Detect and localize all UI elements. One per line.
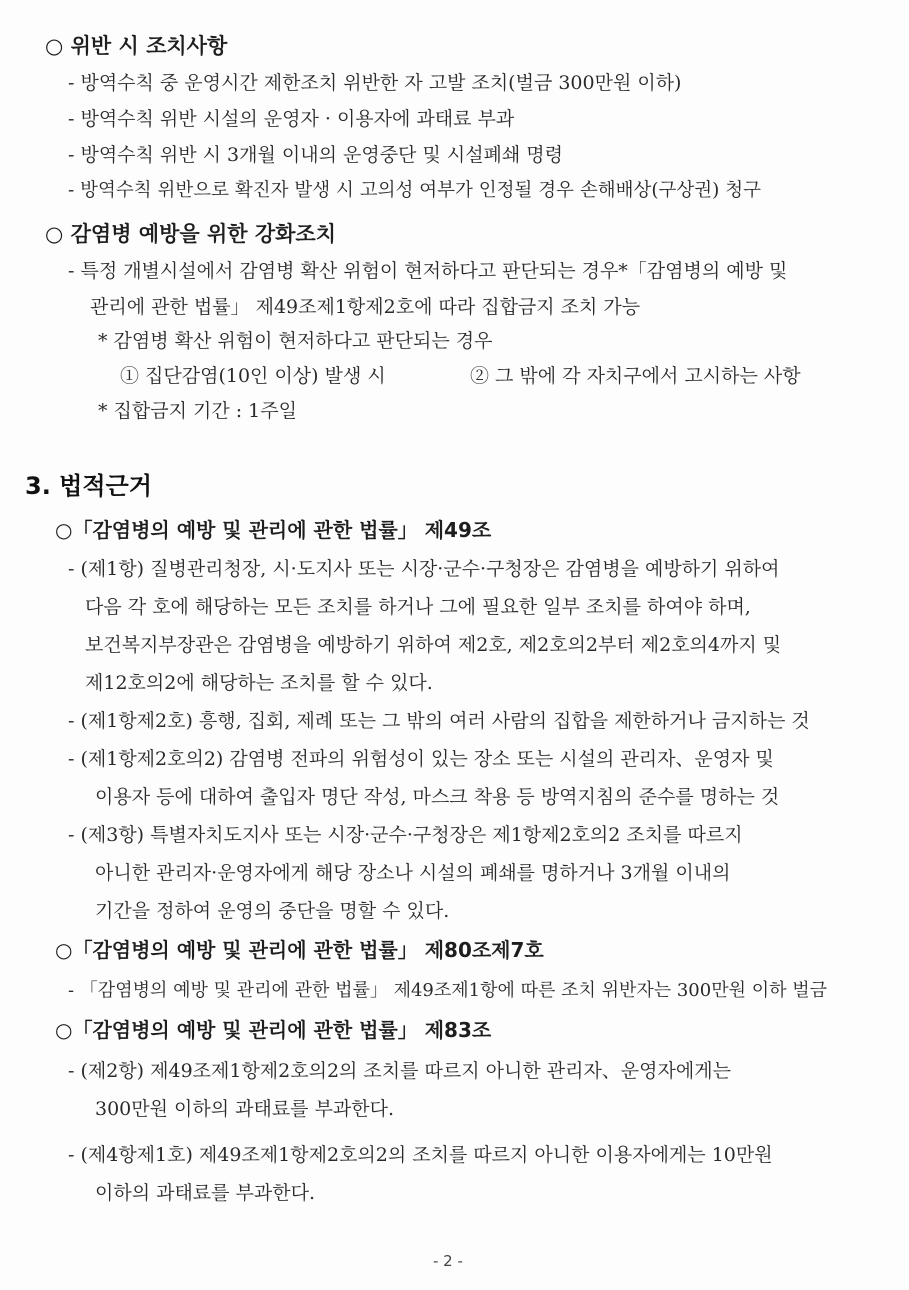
law49-p3-line1: - (제1항제2호의2) 감염병 전파의 위험성이 있는 장소 또는 시설의 관리자、운영자 및 (68, 748, 774, 770)
law49-p3-line2: 이용자 등에 대하여 출입자 명단 작성, 마스크 착용 등 방역지침의 준수를 명하는 것 (95, 786, 780, 808)
violation-item-3: - 방역수칙 위반 시 3개월 이내의 운영중단 및 시설폐쇄 명령 (68, 144, 564, 166)
law49-p1-line4: 제12호의2에 해당하는 조치를 할 수 있다. (85, 672, 433, 694)
section-title-legal-basis: 3. 법적근거 (25, 472, 152, 500)
page-number: - 2 - (433, 1252, 463, 1270)
law49-p1-line3: 보건복지부장관은 감염병을 예방하기 위하여 제2호, 제2호의2부터 제2호의4까지 및 (85, 634, 782, 656)
law80-heading: ○「감염병의 예방 및 관리에 관한 법률」 제80조제7호 (55, 938, 544, 962)
strengthen-note-2: * 집합금지 기간 : 1주일 (98, 400, 297, 422)
violation-item-1: - 방역수칙 중 운영시간 제한조치 위반한 자 고발 조치(벌금 300만원 이하) (68, 72, 682, 94)
law83-p1-line2: 300만원 이하의 과태료를 부과한다. (95, 1098, 395, 1120)
section-heading-violation: ○ 위반 시 조치사항 (45, 34, 228, 58)
violation-item-2: - 방역수칙 위반 시설의 운영자 · 이용자에 과태료 부과 (68, 108, 515, 130)
law49-p4-line2: 아니한 관리자·운영자에게 해당 장소나 시설의 폐쇄를 명하거나 3개월 이내의 (95, 862, 731, 884)
section-heading-strengthen: ○ 감염병 예방을 위한 강화조치 (45, 222, 336, 246)
law49-heading: ○「감염병의 예방 및 관리에 관한 법률」 제49조 (55, 518, 492, 542)
law49-p1-line2: 다음 각 호에 해당하는 모든 조치를 하거나 그에 필요한 일부 조치를 하여야 하며, (85, 596, 751, 618)
law49-p1-line1: - (제1항) 질병관리청장, 시·도지사 또는 시장·군수·구청장은 감염병을 예방하기 위하여 (68, 558, 780, 580)
law49-p4-line1: - (제3항) 특별자치도지사 또는 시장·군수·구청장은 제1항제2호의2 조치를 따르지 (68, 824, 743, 846)
law80-p1: - 「감염병의 예방 및 관리에 관한 법률」 제49조제1항에 따른 조치 위반자는 300만원 이하 벌금 (68, 980, 827, 1001)
strengthen-line-1: - 특정 개별시설에서 감염병 확산 위험이 현저하다고 판단되는 경우*「감염병의 예방 및 (68, 260, 788, 282)
law83-p2-line2: 이하의 과태료를 부과한다. (95, 1182, 316, 1204)
strengthen-note-1b: ② 그 밖에 각 자치구에서 고시하는 사항 (470, 365, 801, 387)
law83-p1-line1: - (제2항) 제49조제1항제2호의2의 조치를 따르지 아니한 관리자、운영자에게는 (68, 1060, 731, 1082)
strengthen-line-2: 관리에 관한 법률」 제49조제1항제2호에 따라 집합금지 조치 가능 (90, 296, 641, 318)
law49-p4-line3: 기간을 정하여 운영의 중단을 명할 수 있다. (95, 900, 450, 922)
law83-p2-line1: - (제4항제1호) 제49조제1항제2호의2의 조치를 따르지 아니한 이용자에게는 10만원 (68, 1144, 773, 1166)
law83-heading: ○「감염병의 예방 및 관리에 관한 법률」 제83조 (55, 1018, 492, 1042)
law49-p2: - (제1항제2호) 흥행, 집회, 제례 또는 그 밖의 여러 사람의 집합을 제한하거나 금지하는 것 (68, 710, 810, 732)
strengthen-note-1a: ① 집단감염(10인 이상) 발생 시 (120, 365, 386, 387)
strengthen-note-1: * 감염병 확산 위험이 현저하다고 판단되는 경우 (98, 330, 493, 352)
violation-item-4: - 방역수칙 위반으로 확진자 발생 시 고의성 여부가 인정될 경우 손해배상(구상권) 청구 (68, 180, 761, 201)
